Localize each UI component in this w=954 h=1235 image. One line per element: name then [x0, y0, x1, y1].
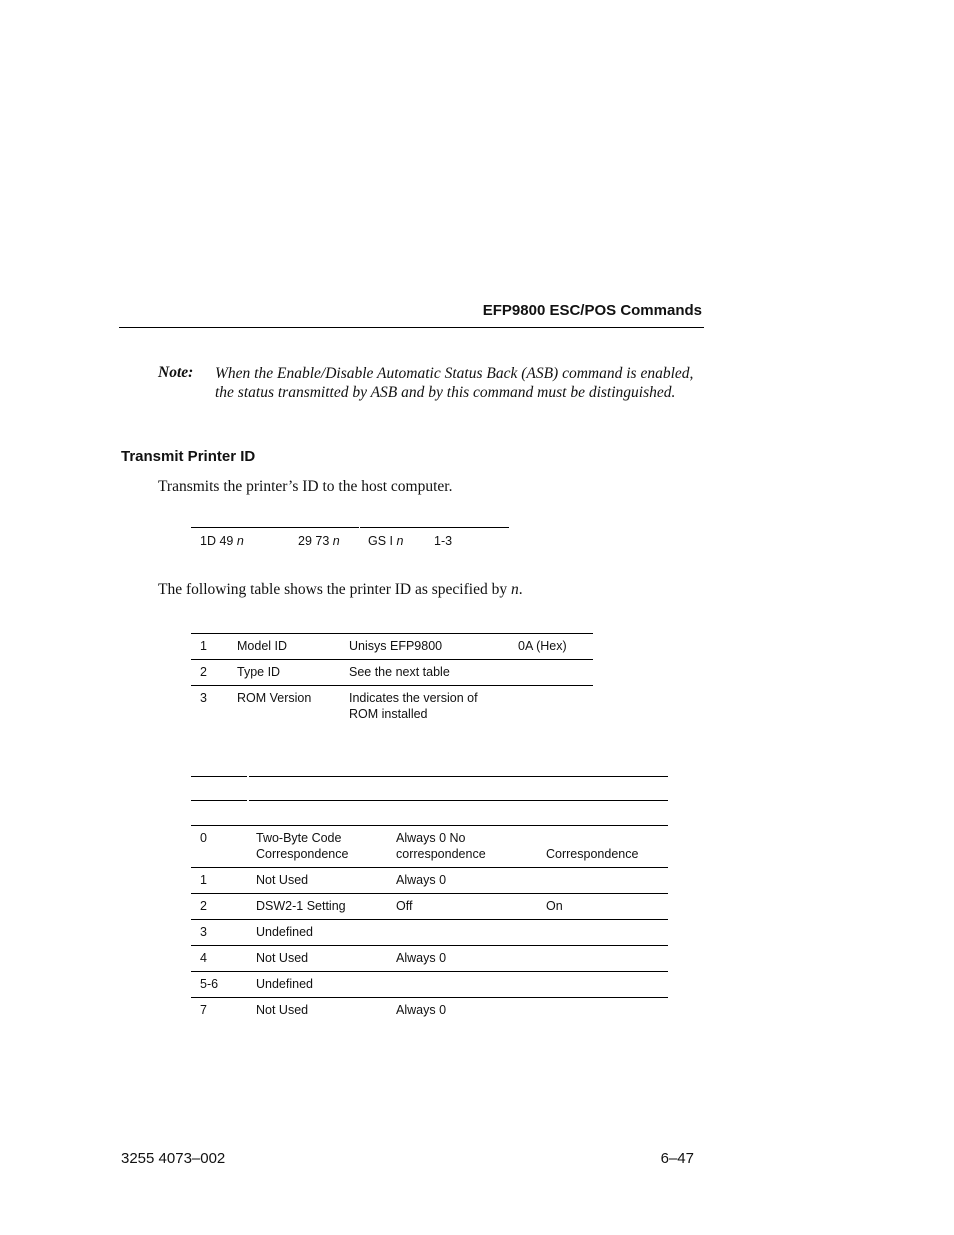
table-cell: On: [546, 899, 563, 913]
command-hex: 1D 49 n: [200, 534, 244, 548]
table-cell: Unisys EFP9800: [349, 639, 443, 653]
table-rule: [249, 800, 668, 801]
table-rule: [191, 997, 668, 998]
table-cell: Always 0: [396, 951, 447, 965]
table-cell: Type ID: [237, 665, 281, 679]
footer-doc-number: 3255 4073–002: [121, 1150, 226, 1167]
table-intro-text: The following table shows the printer ID as specified by n.: [158, 581, 523, 598]
table-cell: See the next table: [349, 665, 450, 679]
table-cell: Model ID: [237, 639, 288, 653]
header-rule: [119, 327, 704, 328]
table-cell: Always 0: [396, 873, 447, 887]
table-cell: 2: [200, 665, 207, 679]
table-cell: Undefined: [256, 925, 313, 939]
table-cell: 7: [200, 1003, 207, 1017]
table-rule: [191, 633, 593, 634]
table-cell: 0A (Hex): [518, 639, 567, 653]
command-table-rule: [191, 527, 359, 528]
table-rule: [191, 659, 593, 660]
table-rule: [191, 919, 668, 920]
table-cell: 1: [200, 873, 207, 887]
table-cell: Not Used: [256, 1003, 309, 1017]
command-table-rule: [360, 527, 509, 528]
section-heading: Transmit Printer ID: [121, 448, 256, 465]
table-cell: Undefined: [256, 977, 313, 991]
table-rule: [191, 971, 668, 972]
table-cell: ROM Version: [237, 691, 312, 705]
table-cell: Not Used: [256, 873, 309, 887]
table-cell: 0: [200, 831, 207, 845]
command-range: 1-3: [434, 534, 453, 548]
table-cell: Not Used: [256, 951, 309, 965]
table-cell: 1: [200, 639, 207, 653]
table-cell: Always 0: [396, 1003, 447, 1017]
command-ascii: GS I n: [368, 534, 404, 548]
table-cell: Off: [396, 899, 413, 913]
table-rule: [191, 945, 668, 946]
table-cell: 2: [200, 899, 207, 913]
table-cell: DSW2-1 Setting: [256, 899, 346, 913]
table-cell: Correspondence: [546, 847, 639, 861]
table-cell: 4: [200, 951, 207, 965]
table-rule: [191, 867, 668, 868]
table-cell: 5-6: [200, 977, 219, 991]
table-rule: [249, 776, 668, 777]
table-cell: 3: [200, 691, 207, 705]
table-rule: [191, 800, 247, 801]
note-text: When the Enable/Disable Automatic Status Back (ASB) command is enabled, the status transmitted by ASB and by this command must be distinguished.: [215, 365, 694, 401]
table-rule: [191, 776, 247, 777]
table-rule: [191, 893, 668, 894]
footer-page-number: 6–47: [660, 1150, 694, 1167]
section-description: Transmits the printer’s ID to the host computer.: [158, 478, 453, 495]
command-decimal: 29 73 n: [298, 534, 340, 548]
page-header-title: EFP9800 ESC/POS Commands: [482, 302, 702, 319]
table-cell: Always 0 No correspondence: [396, 831, 486, 861]
table-rule: [191, 685, 593, 686]
table-cell: Two-Byte Code Correspondence: [256, 831, 349, 861]
note-label: Note:: [158, 364, 194, 381]
table-rule: [191, 825, 668, 826]
table-cell: 3: [200, 925, 207, 939]
table-cell: Indicates the version of ROM installed: [349, 691, 478, 721]
